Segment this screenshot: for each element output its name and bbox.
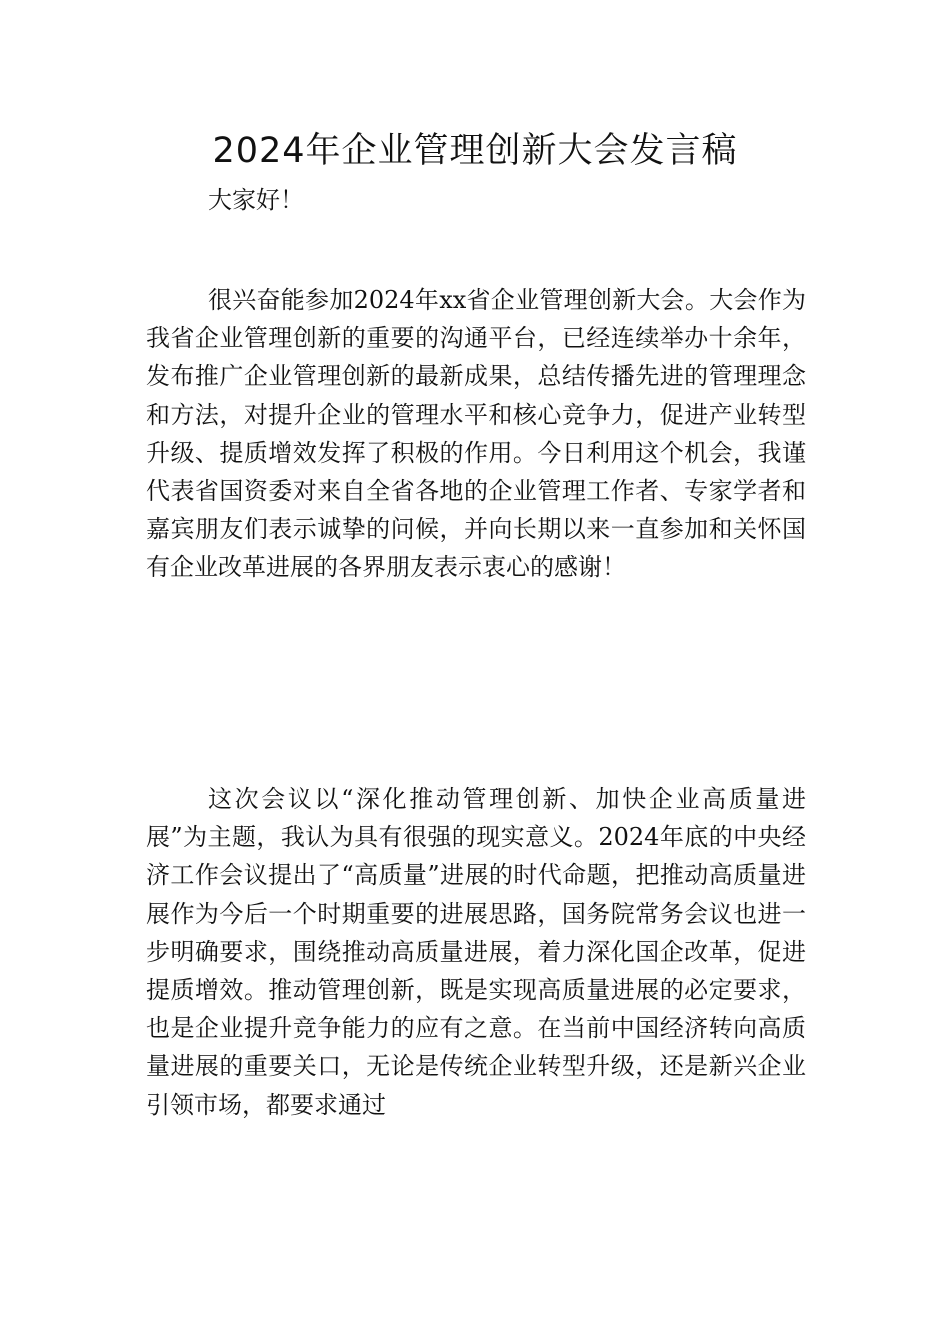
greeting-line: 大家好！ (208, 186, 304, 214)
body-paragraph-1: 很兴奋能参加2024年xx省企业管理创新大会。大会作为我省企业管理创新的重要的沟通平台，已经连续举办十余年，发布推广企业管理创新的最新成果，总结传播先进的管理理念和方法，对提升企业的管理水平和核心竞争力，促进产业转型升级、提质增效发挥了积极的作用。今日利用这个机会，我谨代表省国资委对来自全省各地的企业管理工作者、专家学者和嘉宾朋友们表示诚挚的问候，并向长期以来一直参加和关怀国有企业改革进展的各界朋友表示衷心的感谢！ (146, 286, 806, 582)
body-paragraph-2: 这次会议以“深化推动管理创新、加快企业高质量进展”为主题，我认为具有很强的现实意义。2024年底的中央经济工作会议提出了“高质量”进展的时代命题，把推动高质量进展作为今后一个时期重要的进展思路，国务院常务会议也进一步明确要求，围绕推动高质量进展，着力深化国企改革，促进提质增效。推动管理创新，既是实现高质量进展的必定要求，也是企业提升竞争能力的应有之意。在当前中国经济转向高质量进展的重要关口，无论是传统企业转型升级，还是新兴企业引领市场，都要求通过 (146, 785, 806, 1119)
document-title: 2024年企业管理创新大会发言稿 (212, 131, 738, 171)
